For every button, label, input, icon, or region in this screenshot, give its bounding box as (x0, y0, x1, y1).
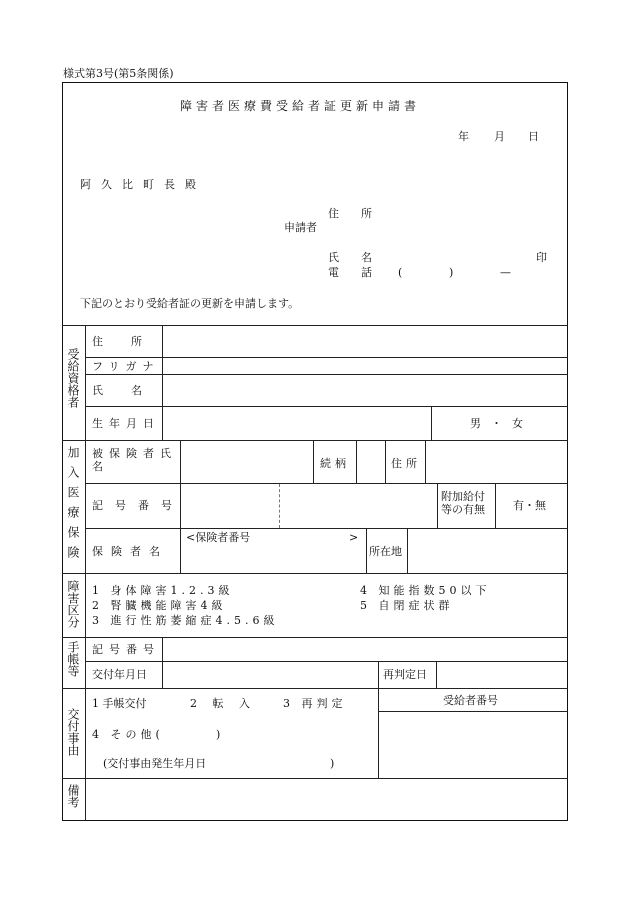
reason-other-close: ) (216, 728, 221, 741)
remarks-section-header: 備考 (66, 784, 80, 808)
date-month: 月 (494, 130, 505, 143)
applicant-label: 申請者 (284, 221, 317, 234)
disability-item-5: 5 自閉症状群 (360, 599, 454, 612)
insurer-number-label: <保険者番号 (186, 531, 251, 544)
recipient-number-label: 受給者番号 (443, 694, 498, 707)
insurance-symbol-number-label: 記号番号 (92, 499, 184, 512)
disability-item-3: 3 進行性筋萎縮症4.5.6級 (92, 614, 279, 627)
phone-open-paren: ( (398, 266, 403, 279)
supplement-value: 有・無 (513, 499, 546, 512)
insurer-number-close: > (349, 531, 359, 544)
disability-item-2: 2 腎臓機能障害4級 (92, 599, 227, 612)
insured-name-label: 被保険者氏名 (92, 447, 177, 473)
reason-section-header: 交付事由 (66, 708, 80, 756)
phone-close-paren: ) (449, 266, 454, 279)
occurrence-date-label: (交付事由発生年月日 (103, 757, 207, 770)
recipient-furigana-label: フリガナ (92, 360, 160, 373)
gender-choice: 男・女 (470, 417, 533, 430)
insurance-section-header: 加入医療保険 (66, 446, 80, 566)
recipient-address-label: 住所 (92, 335, 170, 348)
reason-option-1: 1 手帳交付 (92, 697, 147, 710)
relationship-label: 続柄 (320, 457, 350, 470)
date-day: 日 (528, 130, 539, 143)
recipient-name-label: 氏名 (92, 384, 170, 397)
insurer-name-label: 保険者名 (92, 545, 168, 558)
rejudge-date-label: 再判定日 (383, 668, 427, 681)
recipient-birthdate-label: 生年月日 (92, 417, 160, 430)
statement: 下記のとおり受給者証の更新を申請します。 (80, 297, 300, 310)
phone-dash: — (500, 266, 511, 279)
seal-mark: 印 (536, 251, 547, 264)
applicant-address-label: 住所 (328, 207, 394, 220)
notebook-section-header: 手帳等 (66, 641, 80, 677)
supplement-label: 附加給付等の有無 (441, 490, 485, 516)
disability-section-header: 障害区分 (66, 580, 80, 628)
addressee: 阿久比町長殿 (80, 178, 206, 191)
applicant-name-label: 氏名 (328, 251, 394, 264)
occurrence-date-close: ) (330, 757, 335, 770)
reason-option-2: 2 転 入 (190, 697, 256, 710)
disability-item-4: 4 知能指数50以下 (360, 584, 491, 597)
reason-option-3: 3 再判定 (283, 697, 347, 710)
reason-other: 4 その他( (92, 728, 164, 741)
insurance-address-label: 住所 (391, 457, 421, 470)
form-title: 障害者医療費受給者証更新申請書 (180, 99, 421, 113)
notebook-symbol-number-label: 記号番号 (92, 643, 160, 656)
insurer-location-label: 所在地 (369, 545, 402, 558)
recipient-section-header: 受給資格者 (66, 348, 80, 408)
form-number: 様式第3号(第5条関係) (63, 67, 174, 80)
applicant-phone-label: 電話 (328, 266, 394, 279)
disability-item-1: 1 身体障害1.2.3級 (92, 584, 234, 597)
date-year: 年 (458, 130, 469, 143)
issue-date-label: 交付年月日 (92, 668, 147, 681)
